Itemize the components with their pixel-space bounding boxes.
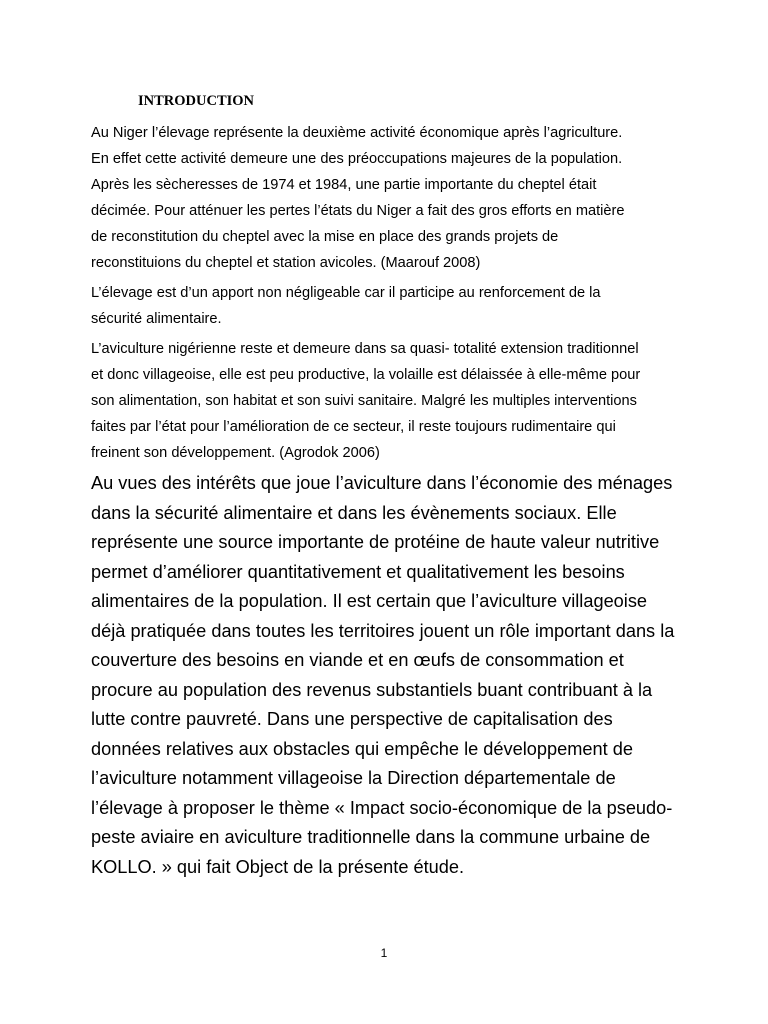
paragraph-line: alimentaires de la population. Il est certain que l’aviculture villageoise	[91, 591, 648, 611]
paragraph-line: et donc villageoise, elle est peu productive, la volaille est délaissée à elle-même pour	[91, 367, 641, 383]
paragraph-line: permet d’améliorer quantitativement et qualitativement les besoins	[91, 561, 625, 582]
paragraph-line: données relatives aux obstacles qui empêche le développement de	[91, 738, 633, 759]
paragraph-line: de reconstitution du cheptel avec la mise en place des grands projets de	[91, 229, 559, 245]
paragraph-line: freinent son développement. (Agrodok 2006)	[91, 445, 380, 461]
paragraph-4	[91, 469, 691, 882]
paragraph-line: dans la sécurité alimentaire et dans les évènements sociaux. Elle	[91, 502, 617, 523]
paragraph-1	[91, 120, 691, 276]
paragraph-line: peste aviaire en aviculture traditionnelle dans la commune urbaine de	[91, 827, 651, 847]
paragraph-line: Au vues des intérêts que joue l’aviculture dans l’économie des ménages	[91, 473, 673, 493]
paragraph-line: Après les sècheresses de 1974 et 1984, une partie importante du cheptel était	[91, 177, 597, 193]
paragraph-line: L’aviculture nigérienne reste et demeure dans sa quasi- totalité extension traditionnel	[91, 341, 639, 357]
paragraph-line: Au Niger l’élevage représente la deuxième activité économique après l’agriculture.	[91, 125, 623, 141]
paragraph-line: son alimentation, son habitat et son suivi sanitaire. Malgré les multiples interventions	[91, 393, 637, 409]
paragraph-3	[91, 336, 691, 466]
section-heading: INTRODUCTION	[138, 93, 255, 109]
paragraph-line: l’élevage à proposer le thème « Impact socio-économique de la pseudo-	[91, 797, 673, 818]
paragraph-2	[91, 280, 691, 332]
paragraph-line: reconstituions du cheptel et station avicoles. (Maarouf 2008)	[91, 255, 481, 271]
paragraph-line: En effet cette activité demeure une des préoccupations majeures de la population.	[91, 151, 623, 167]
paragraph-line: l’aviculture notamment villageoise la Direction départementale de	[91, 768, 616, 788]
page-number: 1	[380, 946, 388, 960]
paragraph-line: couverture des besoins en viande et en œufs de consommation et	[91, 650, 624, 670]
paragraph-line: déjà pratiquée dans toutes les territoires jouent un rôle important dans la	[91, 620, 675, 641]
paragraph-line: représente une source importante de protéine de haute valeur nutritive	[91, 532, 660, 552]
paragraph-line: sécurité alimentaire.	[91, 311, 222, 327]
paragraph-line: faites par l’état pour l’amélioration de ce secteur, il reste toujours rudimentaire qui	[91, 419, 616, 435]
paragraph-line: décimée. Pour atténuer les pertes l’états du Niger a fait des gros efforts en matière	[91, 203, 625, 219]
paragraph-line: KOLLO. » qui fait Object de la présente étude.	[91, 856, 465, 877]
paragraph-line: procure au population des revenus substantiels buant contribuant à la	[91, 679, 653, 700]
paragraph-line: lutte contre pauvreté. Dans une perspective de capitalisation des	[91, 709, 613, 729]
paragraph-line: L’élevage est d’un apport non négligeable car il participe au renforcement de la	[91, 285, 601, 301]
